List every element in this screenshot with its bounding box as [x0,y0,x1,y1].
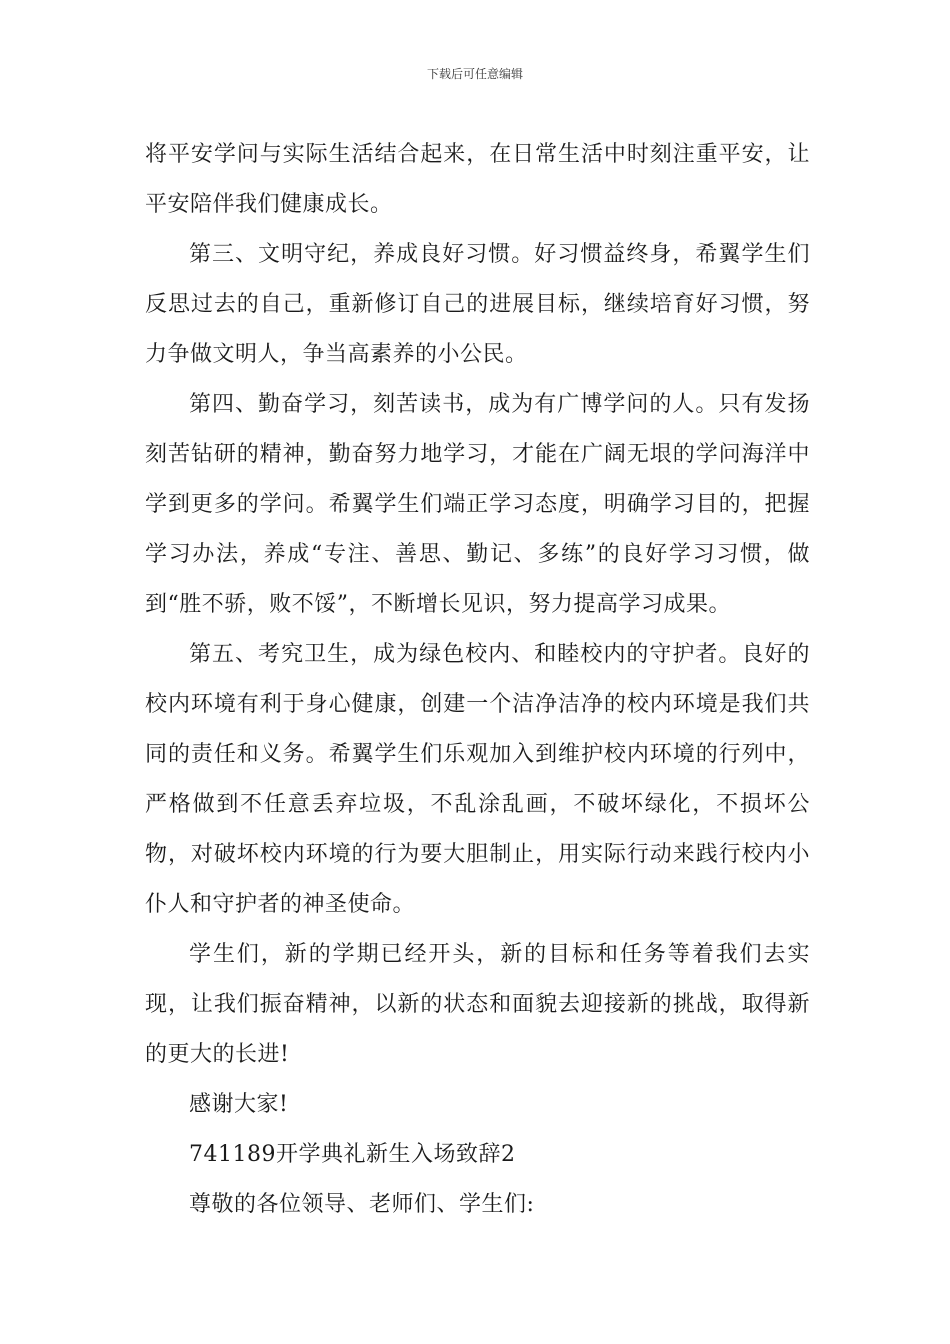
paragraph-closing: 学生们，新的学期已经开头，新的目标和任务等着我们去实现，让我们振奋精神，以新的状态和面貌去迎接新的挑战，取得新的更大的长进! [145,942,810,1067]
section-title: 741189开学典礼新生入场致辞2 [189,1142,516,1167]
paragraph-third-point: 第三、文明守纪，养成良好习惯。好习惯益终身，希翼学生们反思过去的自己，重新修订自己的进展目标，继续培育好习惯，努力争做文明人，争当高素养的小公民。 [145,242,810,367]
paragraph-fifth-point: 第五、考究卫生，成为绿色校内、和睦校内的守护者。良好的校内环境有利于身心健康，创建一个洁净洁净的校内环境是我们共同的责任和义务。希翼学生们乐观加入到维护校内环境的行列中，严格做到不任意丢弃垃圾，不乱涂乱画，不破坏绿化，不损坏公物，对破坏校内环境的行为要大胆制止，用实际行动来践行校内小仆人和守护者的神圣使命。 [145,642,810,917]
paragraph-salutation: 尊敬的各位领导、老师们、学生们: [189,1192,535,1217]
paragraph-continuation: 将平安学问与实际生活结合起来，在日常生活中时刻注重平安，让平安陪伴我们健康成长。 [145,142,810,217]
document-body [145,130,810,1230]
page-header: 下载后可任意编辑 [426,67,523,81]
paragraph-fourth-point: 第四、勤奋学习，刻苦读书，成为有广博学问的人。只有发扬刻苦钻研的精神，勤奋努力地学习，才能在广阔无垠的学问海洋中学到更多的学问。希翼学生们端正学习态度，明确学习目的，把握学习办法，养成“专注、善思、勤记、多练”的良好学习习惯，做到“胜不骄，败不馁”，不断增长见识，努力提高学习成果。 [145,392,810,617]
paragraph-thanks: 感谢大家! [189,1092,289,1117]
